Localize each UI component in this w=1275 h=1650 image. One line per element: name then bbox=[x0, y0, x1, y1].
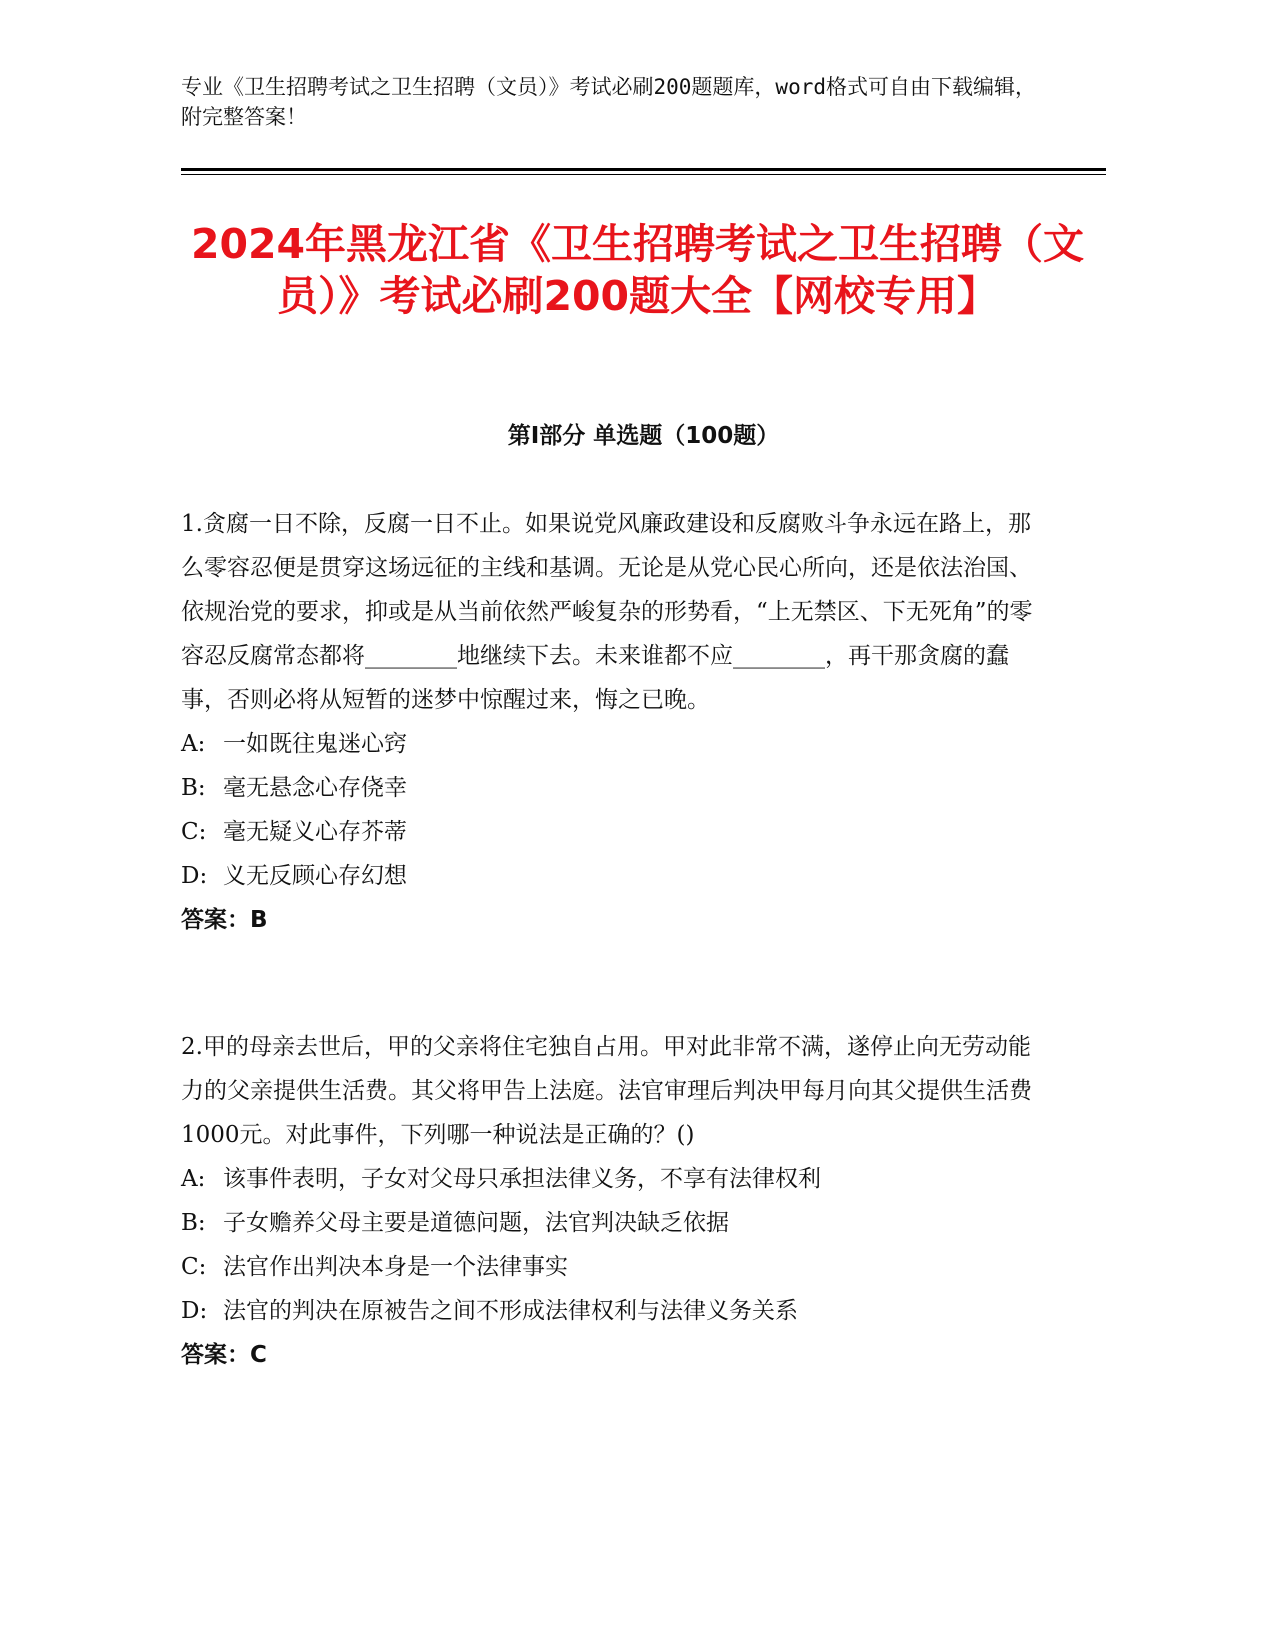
option-letter: D: bbox=[181, 863, 208, 889]
document-title: 2024年黑龙江省《卫生招聘考试之卫生招聘（文员）》考试必刷200题大全【网校专用】 bbox=[190, 220, 1085, 320]
option-letter: C: bbox=[181, 819, 207, 845]
option-text: 该事件表明，子女对父母只承担法律义务，不享有法律权利 bbox=[223, 1166, 821, 1192]
option-d bbox=[181, 1289, 1036, 1333]
question-stem: 2.甲的母亲去世后，甲的父亲将住宅独自占用。甲对此非常不满，遂停止向无劳动能力的父亲提供生活费。其父将甲告上法庭。法官审理后判决甲每月向其父提供生活费1000元。对此事件，下列哪一种说法是正确的？() bbox=[181, 1034, 1032, 1148]
option-text: 毫无悬念心存侥幸 bbox=[223, 775, 407, 801]
answer-label: 答案：C bbox=[181, 1342, 267, 1368]
question-1 bbox=[181, 502, 1036, 942]
option-letter: B: bbox=[181, 1210, 206, 1236]
option-letter: B: bbox=[181, 775, 206, 801]
option-letter: A: bbox=[181, 731, 206, 757]
option-text: 法官的判决在原被告之间不形成法律权利与法律义务关系 bbox=[223, 1298, 798, 1324]
question-stem: 1.贪腐一日不除，反腐一日不止。如果说党风廉政建设和反腐败斗争永远在路上，那么零容忍便是贯穿这场远征的主线和基调。无论是从党心民心所向，还是依法治国、依规治党的要求，抑或是从当前依然严峻复杂的形势看，“上无禁区、下无死角”的零容忍反腐常态都将________地继续下去。未来谁都不应________，再干那贪腐的蠢事，否则必将从短暂的迷梦中惊醒过来，悔之已晚。 bbox=[181, 511, 1033, 713]
section-heading: 第I部分 单选题（100题） bbox=[507, 423, 780, 449]
option-d bbox=[181, 854, 1036, 898]
option-b bbox=[181, 1201, 1036, 1245]
option-text: 子女赡养父母主要是道德问题，法官判决缺乏依据 bbox=[223, 1210, 729, 1236]
option-c bbox=[181, 1245, 1036, 1289]
option-text: 毫无疑义心存芥蒂 bbox=[223, 819, 407, 845]
option-c bbox=[181, 810, 1036, 854]
header-note: 专业《卫生招聘考试之卫生招聘（文员）》考试必刷200题题库，word格式可自由下载编辑，附完整答案！ bbox=[181, 75, 1036, 129]
option-letter: D: bbox=[181, 1298, 208, 1324]
option-text: 义无反顾心存幻想 bbox=[223, 863, 407, 889]
option-letter: C: bbox=[181, 1254, 207, 1280]
header-divider-thick bbox=[181, 168, 1106, 171]
question-2 bbox=[181, 1025, 1036, 1377]
option-a bbox=[181, 722, 1036, 766]
answer-label: 答案：B bbox=[181, 907, 268, 933]
option-a bbox=[181, 1157, 1036, 1201]
header-divider-thin bbox=[181, 174, 1106, 175]
option-letter: A: bbox=[181, 1166, 206, 1192]
option-b bbox=[181, 766, 1036, 810]
option-text: 法官作出判决本身是一个法律事实 bbox=[223, 1254, 568, 1280]
option-text: 一如既往鬼迷心窍 bbox=[223, 731, 407, 757]
